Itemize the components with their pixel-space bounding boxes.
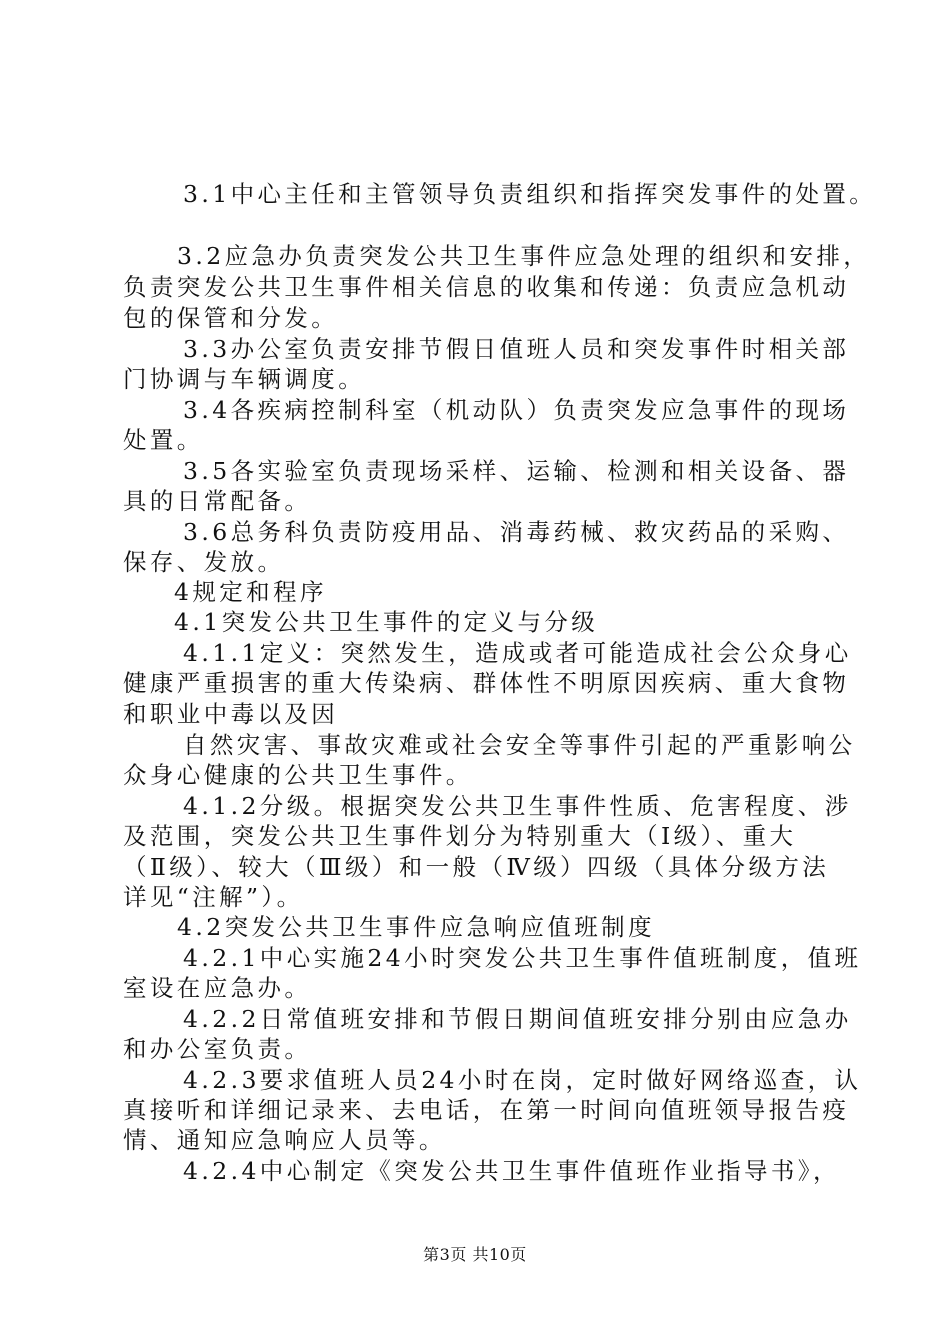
text-line: 3.4各疾病控制科室（机动队）负责突发应急事件的现场 xyxy=(183,396,850,424)
text-line: 负责突发公共卫生事件相关信息的收集和传递：负责应急机动 xyxy=(123,273,850,301)
text-line: 4.1.1定义：突然发生，造成或者可能造成社会公众身心 xyxy=(183,639,852,667)
text-line: 自然灾害、事故灾难或社会安全等事件引起的严重影响公 xyxy=(183,731,856,759)
text-line: 4.2.3要求值班人员24小时在岗，定时做好网络巡查，认 xyxy=(183,1066,862,1094)
text-line: 门协调与车辆调度。 xyxy=(123,365,366,393)
text-line: 处置。 xyxy=(123,426,204,454)
text-line: 4.1.2分级。根据突发公共卫生事件性质、危害程度、涉 xyxy=(183,792,852,820)
text-line: 众身心健康的公共卫生事件。 xyxy=(123,761,473,789)
text-line: 健康严重损害的重大传染病、群体性不明原因疾病、重大食物 xyxy=(123,669,850,697)
section-heading: 4.1突发公共卫生事件的定义与分级 xyxy=(174,608,599,636)
text-line: 3.3办公室负责安排节假日值班人员和突发事件时相关部 xyxy=(183,335,850,363)
section-heading: 4.2突发公共卫生事件应急响应值班制度 xyxy=(177,913,655,941)
page-number-footer: 第3页 共10页 xyxy=(423,1245,527,1264)
text-line: 4.2.4中心制定《突发公共卫生事件值班作业指导书》， xyxy=(183,1157,840,1185)
section-heading: 4规定和程序 xyxy=(174,578,327,606)
text-line: 保存、发放。 xyxy=(123,548,285,576)
text-line: 3.2应急办负责突发公共卫生事件应急处理的组织和安排， xyxy=(177,242,871,270)
text-line: 4.2.2日常值班安排和节假日期间值班安排分别由应急办 xyxy=(183,1005,852,1033)
text-line: 具的日常配备。 xyxy=(123,487,312,515)
text-line: 3.6总务科负责防疫用品、消毒药械、救灾药品的采购、 xyxy=(183,518,850,546)
text-line: 和职业中毒以及因 xyxy=(123,700,339,728)
text-line: （Ⅱ级）、较大（Ⅲ级）和一般（Ⅳ级）四级（具体分级方法 xyxy=(123,853,830,881)
text-line: 真接听和详细记录来、去电话，在第一时间向值班领导报告疫 xyxy=(123,1096,850,1124)
text-line: 室设在应急办。 xyxy=(123,974,312,1002)
text-line: 和办公室负责。 xyxy=(123,1035,312,1063)
text-line: 详见“注解”）。 xyxy=(123,883,304,911)
text-line: 包的保管和分发。 xyxy=(123,304,339,332)
text-line: 情、通知应急响应人员等。 xyxy=(123,1126,446,1154)
text-line: 4.2.1中心实施24小时突发公共卫生事件值班制度，值班 xyxy=(183,944,862,972)
text-line: 3.5各实验室负责现场采样、运输、检测和相关设备、器 xyxy=(183,457,850,485)
text-line: 及范围，突发公共卫生事件划分为特别重大（Ⅰ级）、重大 xyxy=(123,822,797,850)
text-line: 3.1中心主任和主管领导负责组织和指挥突发事件的处置。 xyxy=(183,180,877,208)
